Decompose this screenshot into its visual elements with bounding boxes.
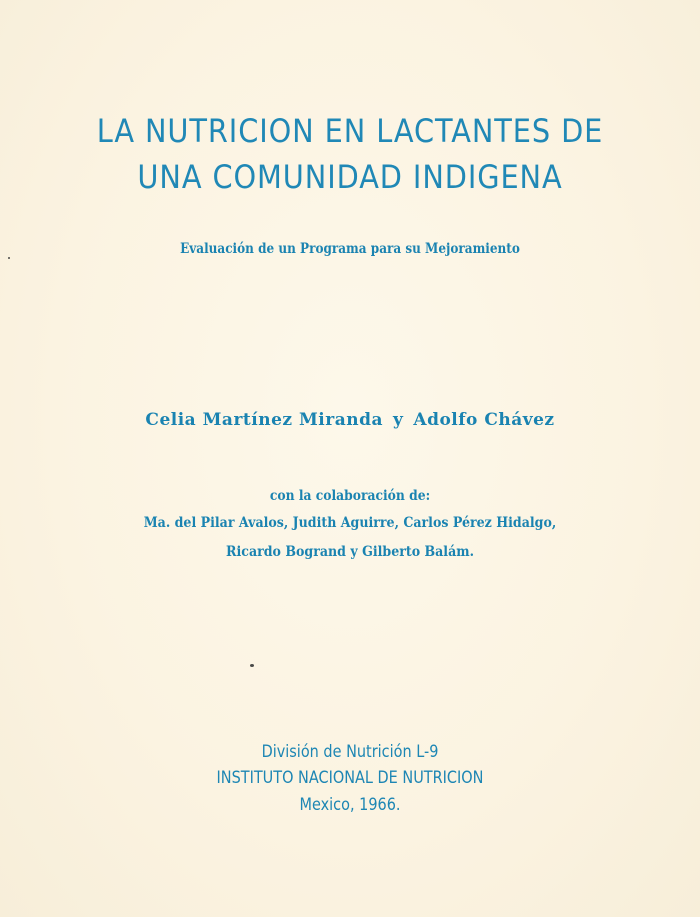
place-and-year: Mexico, 1966. — [299, 795, 401, 815]
author-first: Celia Martínez Miranda — [145, 410, 383, 430]
title-line-2: UNA COMUNIDAD INDIGENA — [137, 158, 563, 196]
institute-name: INSTITUTO NACIONAL DE NUTRICION — [216, 768, 484, 788]
collaborators-line-1: Ma. del Pilar Avalos, Judith Aguirre, Carlos Pérez Hidalgo, — [143, 515, 557, 531]
author-second: Adolfo Chávez — [413, 410, 555, 430]
division-name: División de Nutrición L-9 — [261, 742, 439, 762]
authors — [0, 410, 700, 430]
collaboration-intro: con la colaboración de: — [269, 488, 431, 504]
paper-speck — [250, 664, 254, 667]
authors-conjunction: y — [392, 410, 404, 430]
paper-speck — [8, 257, 10, 259]
title-line-1: LA NUTRICION EN LACTANTES DE — [96, 112, 604, 150]
collaborators-line-2: Ricardo Bogrand y Gilberto Balám. — [226, 544, 474, 560]
subtitle: Evaluación de un Programa para su Mejoramiento — [180, 241, 520, 257]
